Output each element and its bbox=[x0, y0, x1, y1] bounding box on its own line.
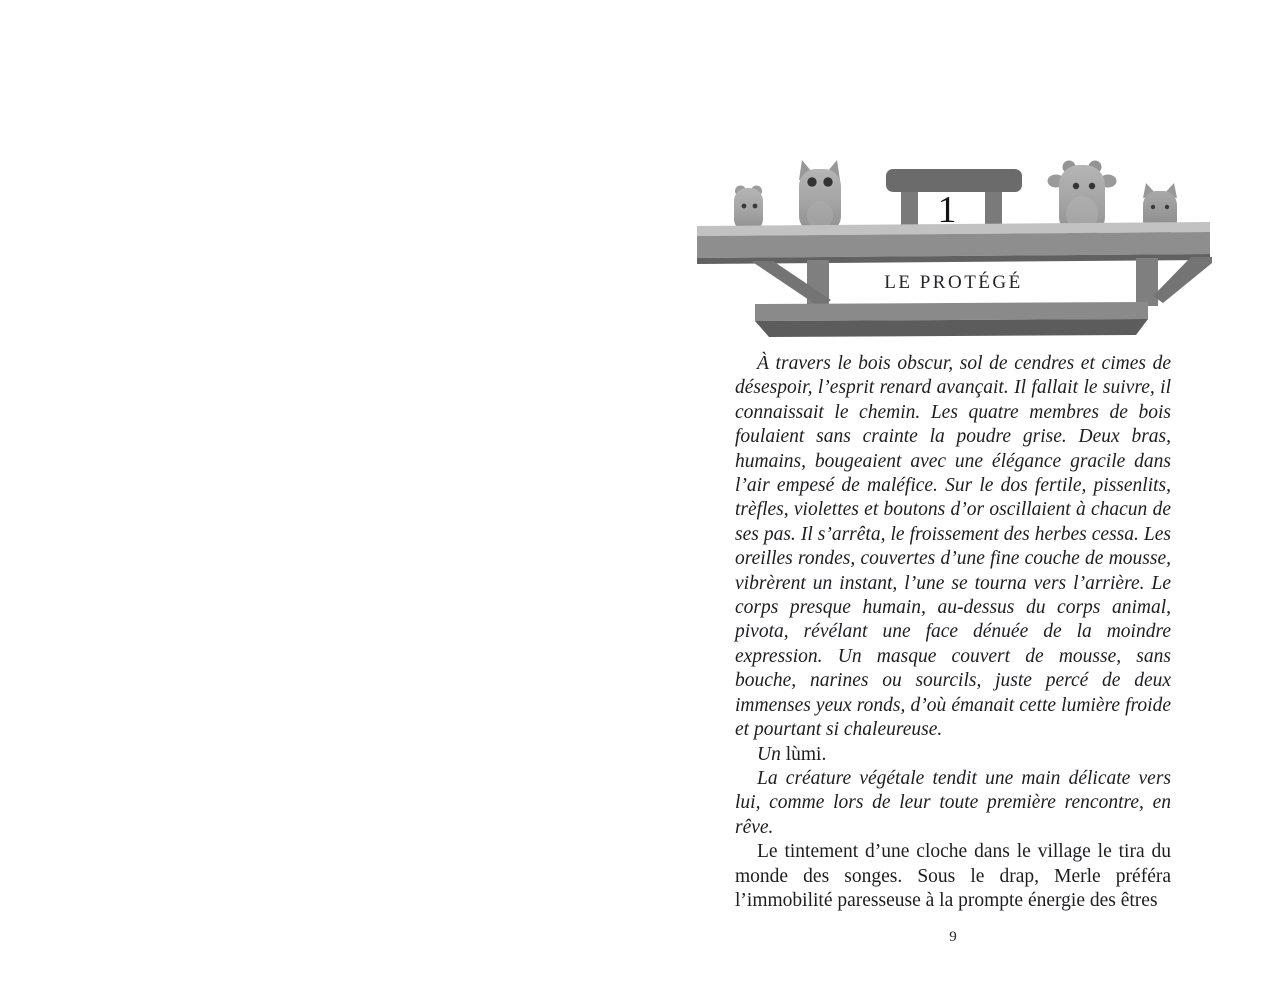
paragraph-4: Le tintement d’une cloche dans le village le tira du monde des songes. Sous le drap, Merle préféra l’immobilité paresseuse à la prompte énergie des êtres bbox=[735, 841, 1171, 911]
chapter-number: 1 bbox=[937, 189, 957, 231]
body-text bbox=[735, 352, 1171, 913]
paragraph-2 bbox=[735, 743, 1171, 767]
chapter-head-illustration bbox=[695, 150, 1212, 342]
chapter-title: LE PROTÉGÉ bbox=[884, 272, 1023, 293]
owl-figurine-icon bbox=[799, 160, 841, 233]
paragraph-2-roman: lùmi. bbox=[780, 743, 827, 765]
shelf-bottom-plank bbox=[755, 302, 1148, 337]
page-number: 9 bbox=[949, 929, 957, 945]
paragraph-1: À travers le bois obscur, sol de cendres et cimes de désespoir, l’esprit renard avançait. Il fallait le suivre, il connaissait le chemin. Les quatre membres de bois foulaient sans crainte la poudre grise. Deux bras, humains, bougeaient avec une élégance gracile dans l’air empesé de maléfice. Sur le dos fertile, pissenlits, trèfles, violettes et boutons d’or oscillaient à chacun de ses pas. Il s’arrêta, le froissement des herbes cessa. Les oreilles rondes, couvertes d’une fine couche de mousse, vibrèrent un instant, l’une se tourna vers l’arrière. Le corps presque humain, au-dessus du corps animal, pivota, révélant une face dénuée de la moindre expression. Un masque couvert de mousse, sans bouche, narines ou sourcils, juste percé de deux immenses yeux ronds, d’où émanait cette lumière froide et pourtant si chaleureuse. bbox=[735, 353, 1171, 741]
paragraph-2-italic: Un bbox=[757, 743, 781, 765]
bear-figurine-icon bbox=[734, 186, 763, 233]
shelf-illustration-icon bbox=[695, 150, 1212, 342]
paragraph-3: La créature végétale tendit une main délicate vers lui, comme lors de leur toute première rencontre, en rêve. bbox=[735, 767, 1171, 838]
